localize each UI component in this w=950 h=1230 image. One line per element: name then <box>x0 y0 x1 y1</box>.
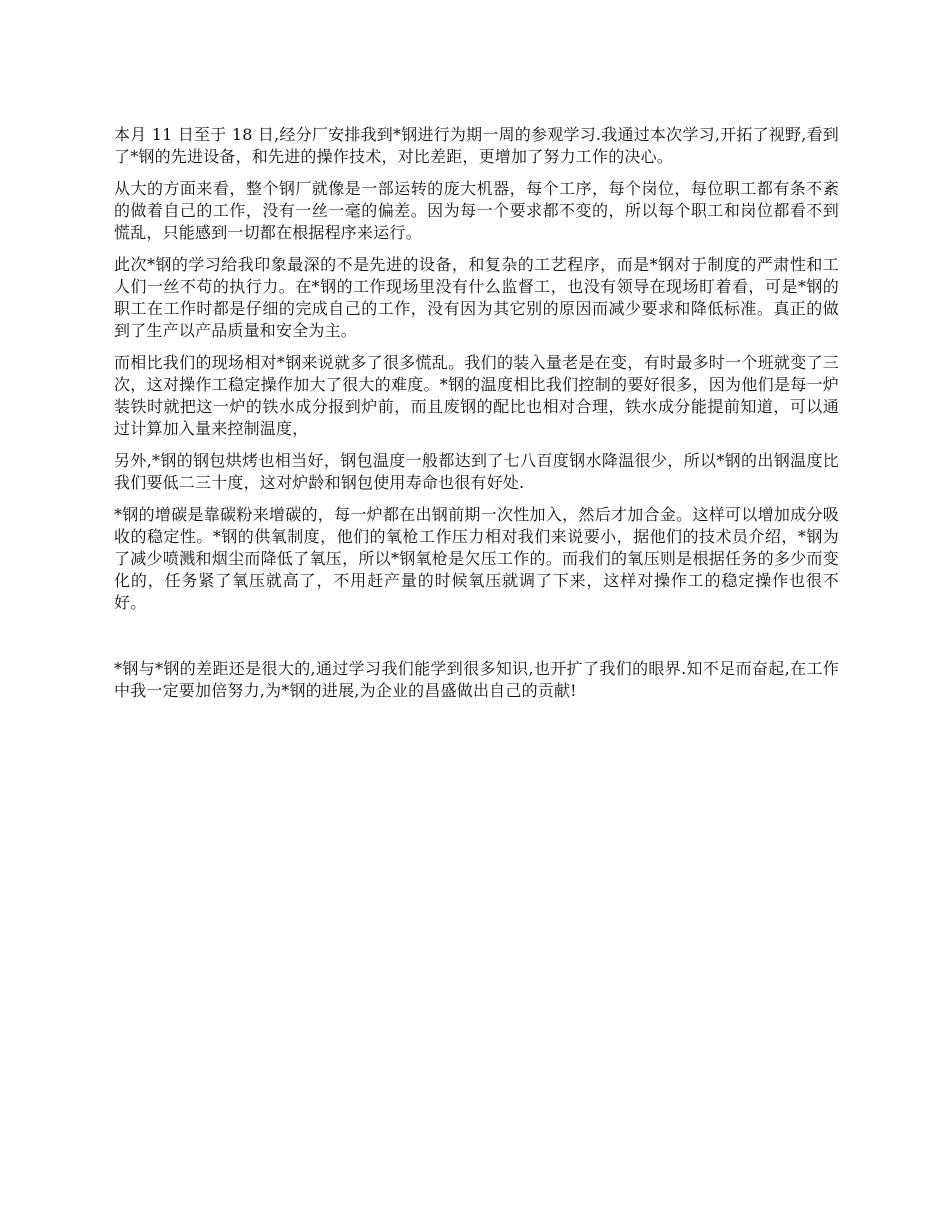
document-body <box>114 124 839 712</box>
paragraph-3: 此次*钢的学习给我印象最深的不是先进的设备，和复杂的工艺程序，而是*钢对于制度的严肃性和工人们一丝不苟的执行力。在*钢的工作现场里没有什么监督工，也没有领导在现场盯着看，可是*钢的职工在工作时都是仔细的完成自己的工作，没有因为其它别的原因而减少要求和降低标准。真正的做到了生产以产品质量和安全为主。 <box>114 255 839 340</box>
paragraph-1: 本月 11 日至于 18 日,经分厂安排我到*钢进行为期一周的参观学习.我通过本次学习,开拓了视野,看到了*钢的先进设备，和先进的操作技术，对比差距，更增加了努力工作的决心。 <box>114 125 839 166</box>
paragraph-4: 而相比我们的现场相对*钢来说就多了很多慌乱。我们的装入量老是在变，有时最多时一个班就变了三次，这对操作工稳定操作加大了很大的难度。*钢的温度相比我们控制的要好很多，因为他们是每一炉装铁时就把这一炉的铁水成分报到炉前，而且废钢的配比也相对合理，铁水成分能提前知道，可以通过计算加入量来控制温度， <box>114 353 839 438</box>
closing-paragraph: *钢与*钢的差距还是很大的,通过学习我们能学到很多知识,也开扩了我们的眼界.知不足而奋起,在工作中我一定要加倍努力,为*钢的进展,为企业的昌盛做出自己的贡献! <box>114 659 839 700</box>
paragraph-6: *钢的增碳是靠碳粉来增碳的，每一炉都在出钢前期一次性加入，然后才加合金。这样可以增加成分吸收的稳定性。*钢的供氧制度，他们的氧枪工作压力相对我们来说要小，据他们的技术员介绍，*钢为了减少喷溅和烟尘而降低了氧压，所以*钢氧枪是欠压工作的。而我们的氧压则是根据任务的多少而变化的，任务紧了氧压就高了，不用赶产量的时候氧压就调了下来，这样对操作工的稳定操作也很不好。 <box>114 505 839 612</box>
paragraph-gap <box>114 624 839 658</box>
paragraph-5: 另外,*钢的钢包烘烤也相当好，钢包温度一般都达到了七八百度钢水降温很少，所以*钢的出钢温度比我们要低二三十度，这对炉龄和钢包使用寿命也很有好处. <box>114 451 839 492</box>
paragraph-2: 从大的方面来看，整个钢厂就像是一部运转的庞大机器，每个工序，每个岗位，每位职工都有条不紊的做着自己的工作，没有一丝一毫的偏差。因为每一个要求都不变的，所以每个职工和岗位都看不到慌乱，只能感到一切都在根据程序来运行。 <box>114 179 839 242</box>
